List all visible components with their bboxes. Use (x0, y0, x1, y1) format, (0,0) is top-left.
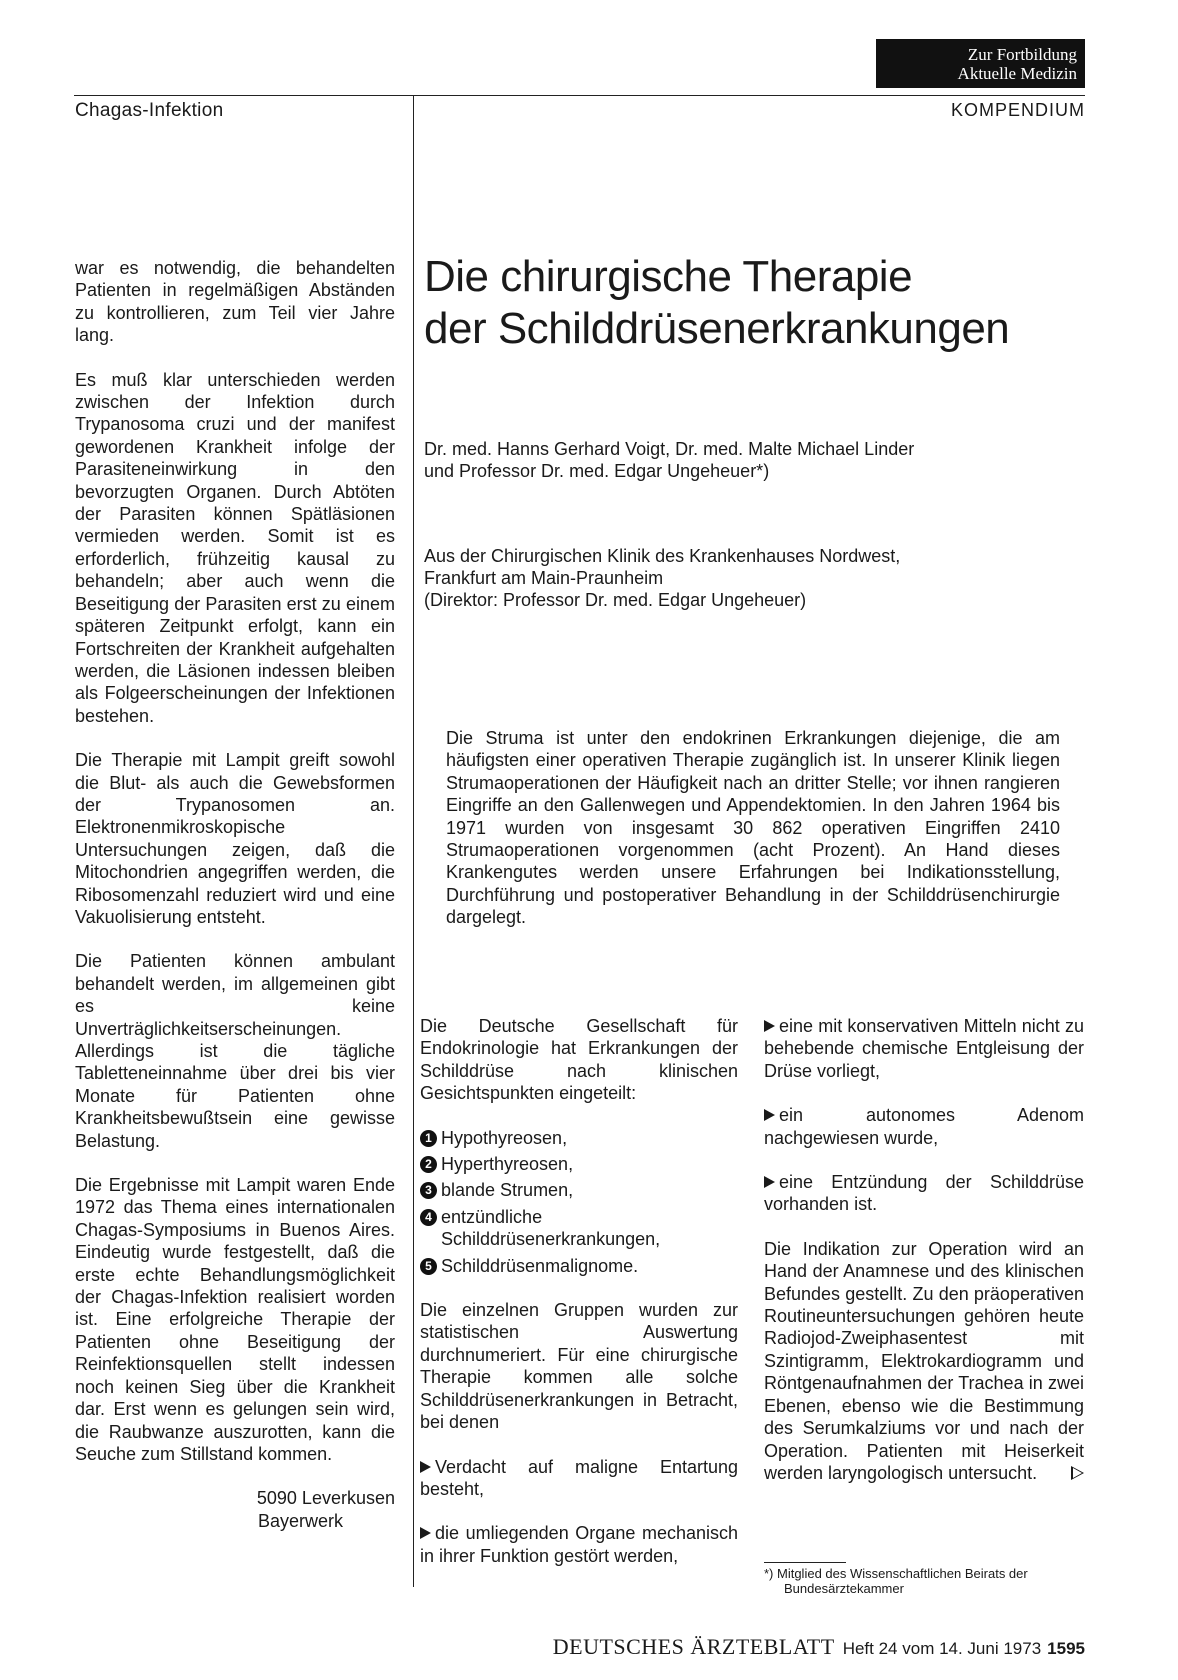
number-2-icon: 2 (420, 1156, 437, 1173)
number-3-icon: 3 (420, 1182, 437, 1199)
section-badge (876, 39, 1085, 88)
authors-line-2: und Professor Dr. med. Edgar Ungeheuer*) (424, 461, 770, 481)
left-paragraph-3: Die Therapie mit Lampit greift sowohl die Blut- als auch die Gewebsformen der Trypanosomen an. Elektronenmikroskopische Untersuchungen zeigen, daß die Mitochondrien angegriffen werden, die Ribosomenzahl reduziert wird und eine Vakuolisierung entsteht. (75, 750, 395, 927)
signature-place: Bayerwerk (257, 1510, 343, 1531)
affiliation (424, 545, 1084, 611)
indication-item: Verdacht auf maligne Entartung besteht, (420, 1456, 738, 1499)
title-line-1: Die chirurgische Therapie (424, 252, 913, 301)
badge-line-2: Aktuelle Medizin (957, 64, 1077, 83)
left-paragraph-1: war es notwendig, die behandelten Patienten in regelmäßigen Abständen zu kontrollieren, zum Teil vier Jahre lang. (75, 258, 395, 346)
affiliation-line-2: Frankfurt am Main-Praunheim (424, 568, 664, 588)
title-line-2: der Schilddrüsenerkrankungen (424, 304, 1010, 353)
indication-item: ein autonomes Adenom nachgewiesen wurde, (764, 1105, 1084, 1148)
triangle-bullet-icon (764, 1176, 775, 1188)
right-column (764, 1015, 1084, 1506)
page-footer (553, 1634, 1085, 1660)
abstract: Die Struma ist unter den endokrinen Erkrankungen diejenige, die am häufigsten einer operativen Therapie zugänglich ist. In unserer Klinik liegen Strumaoperationen der Häufigkeit nach an dritter Stelle; vor ihnen rangieren Eingriffe an den Gallenwegen und Appendektomien. In den Jahren 1964 bis 1971 wurden von insgesamt 30 862 operativen Eingriffen 2410 Strumaoperationen vorgenommen (acht Prozent). An Hand dieses Krankengutes werden unsere Erfahrungen bei Indikationsstellung, Durchführung und postoperativer Behandlung in der Schilddrüsenchirurgie dargelegt. (446, 728, 1060, 928)
left-paragraph-2: Es muß klar unterschieden werden zwischen der Infektion durch Trypanosoma cruzi und der manifest gewordenen Krankheit infolge der Parasiteneinwirkung in den bevorzugten Organen. Durch Abtöten der Parasiten können Spätläsionen vermieden werden. Somit ist es erforderlich, frühzeitig kausal zu behandeln; aber auch wenn die Beseitigung der Parasiten erst zu einem späteren Zeitpunkt erfolgt, kann ein Fortschreiten der Krankheit aufgehalten werden, die Läsionen indessen bleiben als Folgeerscheinungen der Infektionen bestehen. (75, 369, 395, 726)
triangle-bullet-icon (420, 1461, 431, 1473)
footnote-rule (764, 1562, 846, 1563)
list-item: 3 blande Strumen, (420, 1179, 738, 1201)
signature-city: 5090 Leverkusen (256, 1488, 395, 1509)
number-5-icon: 5 (420, 1258, 437, 1275)
continue-triangle-icon (1071, 1466, 1084, 1480)
page-number: 1595 (1047, 1639, 1085, 1658)
running-head-left: Chagas-Infektion (75, 100, 224, 121)
left-column (75, 257, 395, 1532)
middle-intro: Die Deutsche Gesellschaft für Endokrinologie hat Erkrankungen der Schilddrüse nach klinischen Gesichtspunkten eingeteilt: (420, 1016, 738, 1104)
middle-column (420, 1015, 738, 1589)
number-4-icon: 4 (420, 1209, 437, 1226)
affiliation-line-3: (Direktor: Professor Dr. med. Edgar Ungeheuer) (424, 590, 807, 610)
footnote: *) Mitglied des Wissenschaftlichen Beirats der Bundesärztekammer (764, 1566, 1028, 1596)
list-item: 2 Hyperthyreosen, (420, 1153, 738, 1175)
indication-item: eine mit konservativen Mitteln nicht zu behebende chemische Entgleisung der Drüse vorliegt, (764, 1016, 1084, 1081)
list-item: 5 Schilddrüsenmalignome. (420, 1255, 738, 1277)
number-1-icon: 1 (420, 1130, 437, 1147)
left-paragraph-4: Die Patienten können ambulant behandelt werden, im allgemeinen gibt es keine Unverträglichkeitserscheinungen. Allerdings ist die tägliche Tabletteneinnahme über drei bis vier Monate für Patienten ohne Krankheitsbewußtsein eine gewisse Belastung. (75, 951, 395, 1151)
triangle-bullet-icon (420, 1527, 431, 1539)
journal-name: DEUTSCHES ÄRZTEBLATT (552, 1634, 835, 1659)
list-item: 4 entzündliche Schilddrüsenerkrankungen, (420, 1206, 738, 1251)
right-paragraph: Die Indikation zur Operation wird an Hand der Anamnese und des klinischen Befundes gestellt. Zu den präoperativen Routineuntersuchungen gehören heute Radiojod-Zweiphasentest mit Szintigramm, Elektrokardiogramm und Röntgenaufnahmen der Trachea in zwei Ebenen, ebenso wie die Bestimmung des Serumkalziums vor und nach der Operation. Patienten mit Heiserkeit werden laryngologisch untersucht. (764, 1238, 1084, 1483)
indication-item: eine Entzündung der Schilddrüse vorhanden ist. (764, 1172, 1084, 1215)
left-paragraph-5: Die Ergebnisse mit Lampit waren Ende 1972 das Thema eines internationalen Chagas-Symposiums in Buenos Aires. Eindeutig wurde festgestellt, daß die erste echte Behandlungsmöglichkeit der Chagas-Infektion realisiert worden ist. Eine erfolgreiche Therapie der Patienten ohne Beseitigung der Reinfektionsquellen stellt indessen noch keinen Sieg über die Krankheit dar. Erst wenn es gelungen sein wird, die Raubwanze auszurotten, kann die Seuche zum Stillstand kommen. (75, 1175, 395, 1464)
classification-list (420, 1127, 738, 1277)
header-rule (74, 95, 1085, 96)
triangle-bullet-icon (764, 1020, 775, 1032)
badge-line-1: Zur Fortbildung (967, 45, 1077, 64)
triangle-bullet-icon (764, 1109, 775, 1121)
middle-paragraph: Die einzelnen Gruppen wurden zur statistischen Auswertung durchnumeriert. Für eine chirurgische Therapie kommen alle solche Schilddrüsenerkrankungen in Betracht, bei denen (420, 1300, 738, 1433)
article-title (424, 251, 1084, 355)
list-item: 1 Hypothyreosen, (420, 1127, 738, 1149)
issue-info: Heft 24 vom 14. Juni 1973 (842, 1639, 1042, 1658)
affiliation-line-1: Aus der Chirurgischen Klinik des Krankenhauses Nordwest, (424, 546, 901, 566)
running-head-right: KOMPENDIUM (950, 100, 1085, 120)
column-divider (413, 95, 414, 1587)
authors-line-1: Dr. med. Hanns Gerhard Voigt, Dr. med. Malte Michael Linder (424, 439, 915, 459)
authors (424, 438, 1084, 482)
indication-item: die umliegenden Organe mechanisch in ihrer Funktion gestört werden, (420, 1523, 738, 1566)
